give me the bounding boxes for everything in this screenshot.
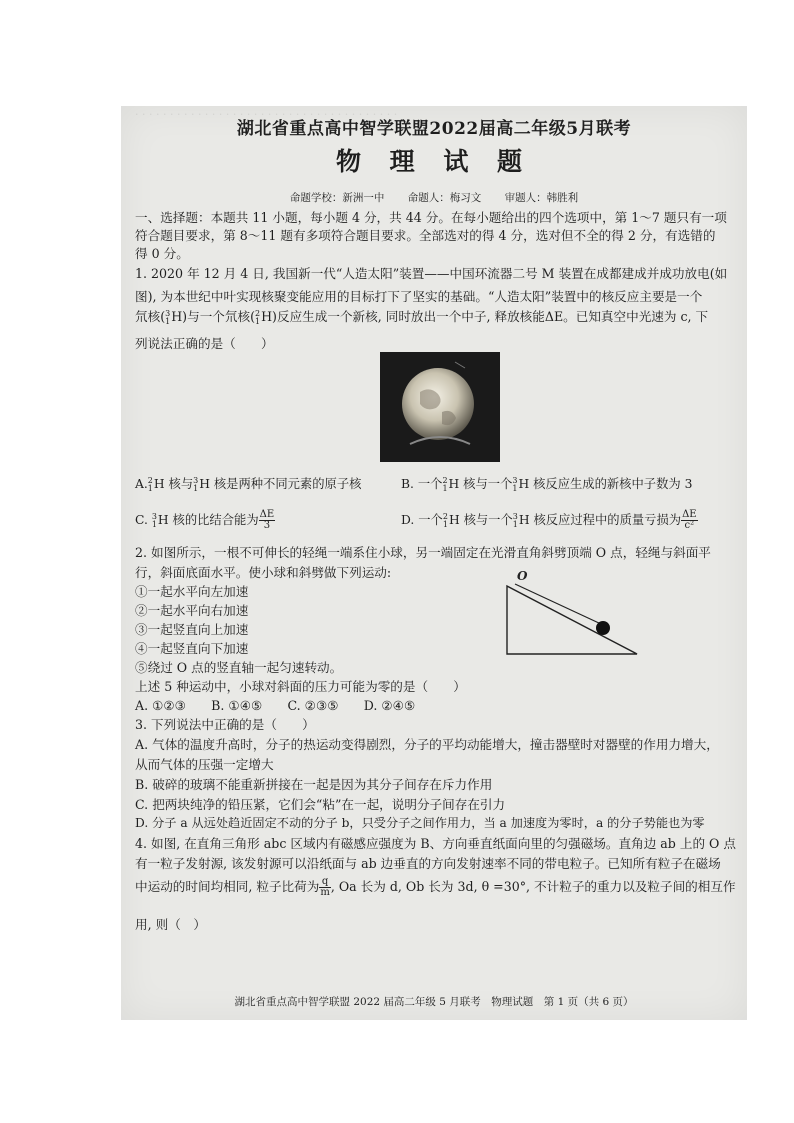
q1-option-b: B. 一个 2 1 H 核与一个 3 1 H 核反应生成的新核中子数为 3 [401,475,693,493]
q3-option-d: D. 分子 a 从远处趋近固定不动的分子 b，只受分子之间作用力，当 a 加速度为零时，a 的分子势能也为零 [135,816,705,830]
fraction-de-c2: $\frac{\Delta E}{\text{c²}}$ [682,509,697,531]
q3-option-c: C. 把两块纯净的铅压紧，它们会“粘”在一起，说明分子间存在引力 [135,797,506,812]
q2-options: A. ①②③ B. ①④⑤ C. ②③⑤ D. ②④⑤ [135,698,416,713]
q1-line4: 列说法正确的是（ ） [135,336,274,351]
exam-page [121,106,747,1020]
subject-title: 物 理 试 题 [335,147,533,176]
bleed-through-text: · · · · · · · · · · · · · · · · · · · · · · · · · · · · · · · · · · · · · · [135,108,398,121]
q3-option-a-line2: 从而气体的压强一定增大 [135,757,274,772]
q2-item-3: ③一起竖直向上加速 [135,622,249,637]
q2-line1: 2. 如图所示，一根不可伸长的轻绳一端系住小球，另一端固定在光滑直角斜劈顶端 O 点，轻绳与斜面平 [135,545,711,560]
incline-diagram [501,568,641,658]
q1-line2: 图), 为本世纪中叶实现核聚变能应用的目标打下了坚实的基础。“人造太阳”装置中的核反应主要是一个 [135,289,703,304]
q2-question: 上述 5 种运动中，小球对斜面的压力可能为零的是（ ） [135,679,466,694]
q2-item-5: ⑤绕过 O 点的竖直轴一起匀速转动。 [135,660,343,675]
q1-option-a: A. 2 1 H 核与 3 1 H 核是两种不同元素的原子核 [135,475,362,493]
meta-reviewer: 审题人：韩胜利 [504,192,579,204]
q4-line1: 4. 如图, 在直角三角形 abc 区域内有磁感应强度为 B、方向垂直纸面向里的匀强磁场。直角边 ab 上的 O 点 [135,836,736,851]
q2-item-2: ②一起水平向右加速 [135,603,249,618]
q3-option-b: B. 破碎的玻璃不能重新拼接在一起是因为其分子间存在斥力作用 [135,777,493,792]
meta-author: 命题人：梅习文 [407,192,482,204]
isotope-h3: 3 1 [165,308,171,326]
exam-title: 湖北省重点高中智学联盟2022届高二年级5月联考 [236,119,632,139]
q4-line4: 用, 则（ ） [135,917,206,932]
q4-line2: 有一粒子发射源, 该发射源可以沿纸面与 ab 边垂直的方向发射速率不同的带电粒子。已知所有粒子在磁场 [135,856,721,871]
q1-option-d: D. 一个 2 1 H 核与一个 3 1 H 核反应过程中的质量亏损为 $\frac{\Delta E}{\text{c²}}$ [401,509,697,531]
ball [596,621,610,635]
section-instructions-line1: 一、选择题：本题共 11 小题，每小题 4 分，共 44 分。在每小题给出的四个选项中，第 1～7 题只有一项 [135,210,727,225]
rope-line [515,584,601,624]
exam-meta [121,190,747,205]
tokamak-photo [380,352,500,462]
isotope-h2: 2 1 [254,308,261,326]
q2-item-4: ④一起竖直向下加速 [135,641,249,656]
section-instructions-line3: 得 0 分。 [135,246,189,261]
fraction-q-m: $\frac{q}{m}$ [320,876,330,898]
q1-line1: 1. 2020 年 12 月 4 日, 我国新一代“人造太阳”装置——中国环流器二号 M 装置在成都建成并成功放电(如 [135,266,728,281]
wedge-triangle [507,586,637,654]
page-footer: 湖北省重点高中智学联盟 2022 届高二年级 5 月联考 物理试题 第 1 页（共 6 页） [234,996,634,1008]
label-o: O [517,569,528,583]
q1-option-c: C. 3 1 H 核的比结合能为 $\frac{\Delta E}{3}$ [135,509,275,531]
meta-school: 命题学校：新洲一中 [289,192,385,204]
q1-line3: 氘核( 3 1 H)与一个氘核( 2 1 H)反应生成一个新核, 同时放出一个中子, 释放核能ΔE。已知真空中光速为 c, 下 [135,308,709,326]
q2-line2: 行，斜面底面水平。使小球和斜劈做下列运动: [135,565,392,580]
plasma-image [380,352,500,462]
section-instructions-line2: 符合题目要求，第 8～11 题有多项符合题目要求。全部选对的得 4 分，选对但不全的得 2 分，有选错的 [135,228,716,243]
q3-stem: 3. 下列说法中正确的是（ ） [135,717,315,732]
fraction-de-3: $\frac{\Delta E}{3}$ [259,509,275,531]
q3-option-a-line1: A. 气体的温度升高时，分子的热运动变得剧烈，分子的平均动能增大，撞击器壁时对器壁的作用力增大， [135,737,719,752]
q4-line3: 中运动的时间均相同, 粒子比荷为 $\frac{q}{m}$ , Oa 长为 d, Ob 长为 3d, θ =30°, 不计粒子的重力以及粒子间的相互作 [135,876,736,898]
q2-item-1: ①一起水平向左加速 [135,584,249,599]
